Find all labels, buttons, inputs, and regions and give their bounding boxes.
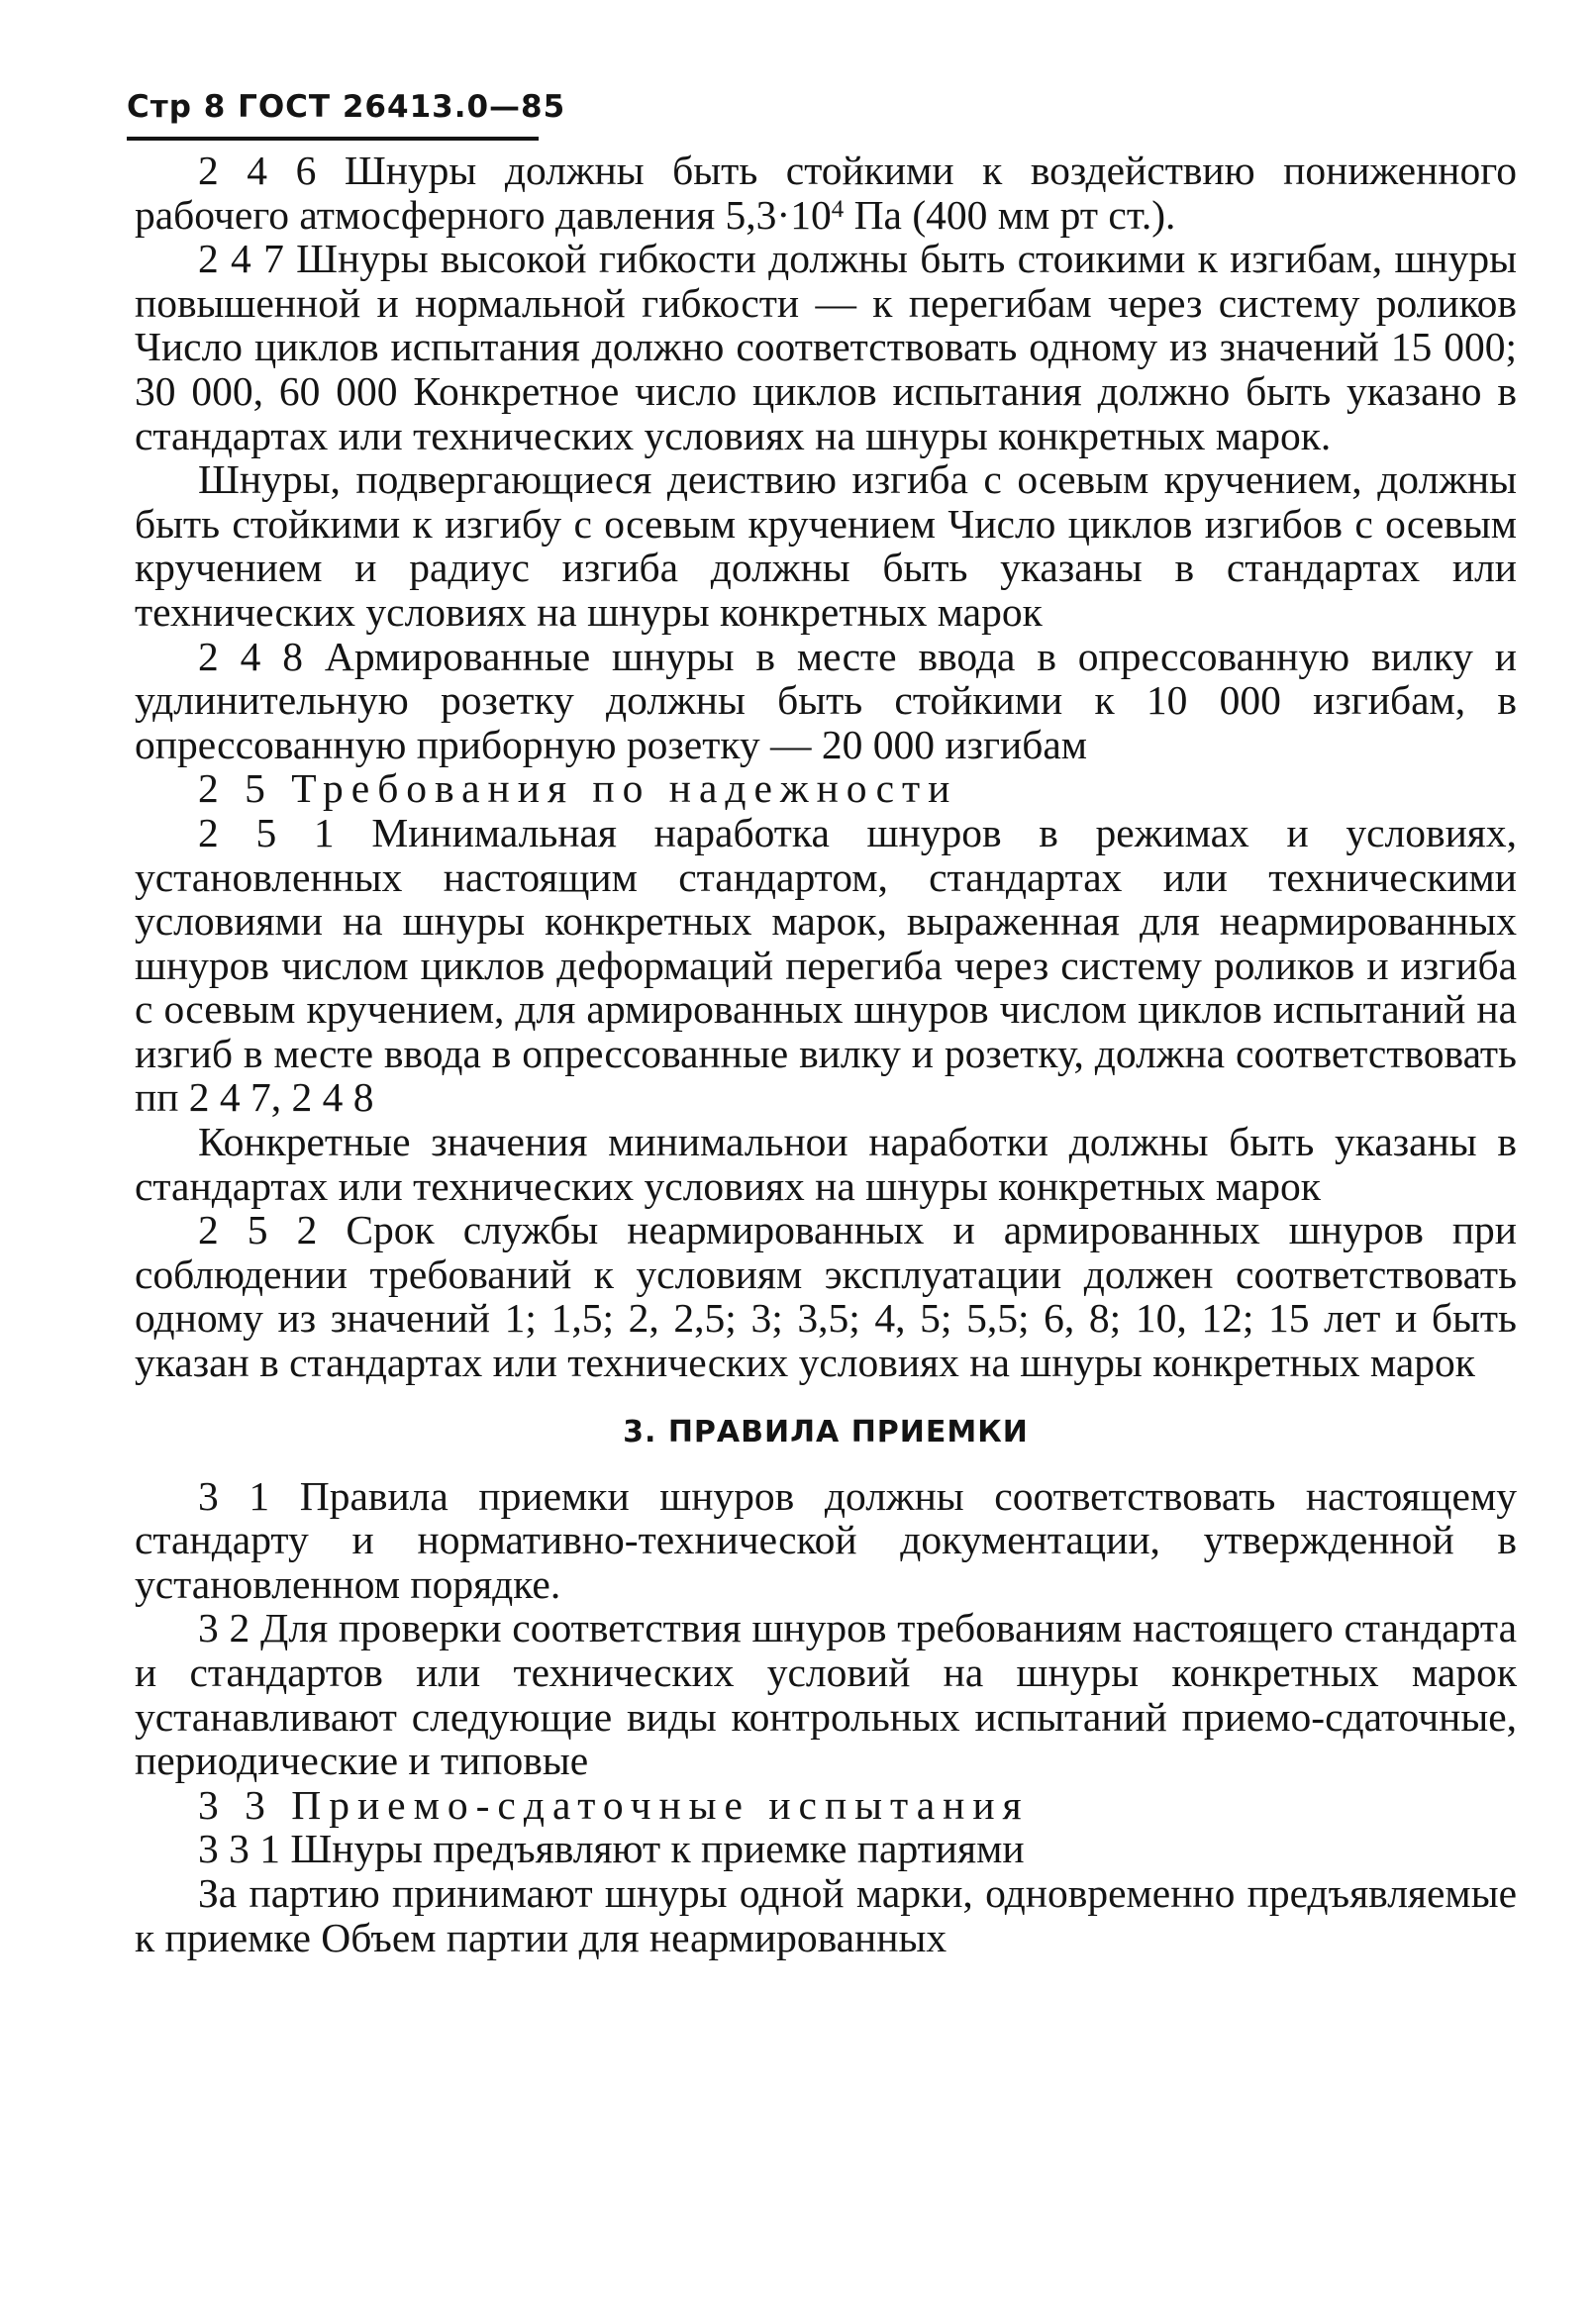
paragraph-2-4-8: 2 4 8 Армированные шнуры в месте ввода в опрессованную вилку и удлинительную розетку должны быть стойкими к 10 000 изгибам, в опрессованную приборную розетку — 20 000 изгибам xyxy=(135,633,1517,767)
paragraph-2-4-7: 2 4 7 Шнуры высокой гибкости должны быть стоикими к изгибам, шнуры повышенной и нормальной гибкости — к перегибам через систему роликов Число циклов испытания должно соответствовать одному из значений 15 000; 30 000, 60 000 Конкретное число циклов испытания должно быть указано в стандартах или технических условиях на шнуры конкретных марок. xyxy=(135,236,1517,458)
document-body xyxy=(135,149,1517,1959)
page-header: Стр 8 ГОСТ 26413.0—85 xyxy=(127,89,566,125)
paragraph-2-5-1: 2 5 1 Минимальная наработка шнуров в режимах и условиях, установленных настоящим стандартом, стандартах или техническими условиями на шнуры конкретных марок, выраженная для неармированных шнуров числом циклов деформаций перегиба через систему роликов и изгиба с осевым кручением, для армированных шнуров числом циклов испытаний на изгиб в месте ввода в опрессованные вилку и розетку, должна соответствовать пп 2 4 7, 2 4 8 xyxy=(135,809,1517,1121)
paragraph-2-5-1-continued: Конкретные значения минимальнои наработки должны быть указаны в стандартах или технических условиях на шнуры конкретных марок xyxy=(135,1119,1517,1209)
subsection-2-5-heading: 2 5 Требования по надежности xyxy=(198,765,958,812)
paragraph-3-2: 3 2 Для проверки соответствия шнуров требованиям настоящего стандарта и стандартов или технических условий на шнуры конкретных марок устанавливают следующие виды контрольных испытаний приемо-сдаточные, периодические и типовые xyxy=(135,1605,1517,1784)
paragraph-2-4-7-continued: Шнуры, подвергающиеся деиствию изгиба с осевым кручением, должны быть стойкими к изгибу с осевым кручением Число циклов изгибов с осевым кручением и радиус изгиба должны быть указаны в стандартах или технических условиях на шнуры конкретных марок xyxy=(135,456,1517,635)
paragraph-3-3-1-continued: За партию принимают шнуры одной марки, одновременно предъявляемые к приемке Объем партии для неармированных xyxy=(135,1869,1517,1960)
paragraph-2-4-6-tail: Па (400 мм рт ст.). xyxy=(844,191,1176,238)
exponent: 4 xyxy=(831,196,845,224)
paragraph-3-1: 3 1 Правила приемки шнуров должны соответствовать настоящему стандарту и нормативно-технической документации, утвержденной в установленном порядке. xyxy=(135,1472,1517,1607)
subsection-3-3-heading: 3 3 Приемо-сдаточные испытания xyxy=(198,1781,1030,1828)
paragraph-2-4-6 xyxy=(135,149,1517,237)
header-rule xyxy=(127,137,539,141)
paragraph-2-4-6-text: 2 4 6 Шнуры должны быть стойкими к воздействию пониженного рабочего атмосферного давления 5,3·10 xyxy=(135,148,1517,238)
paragraph-3-3-1: 3 3 1 Шнуры предъявляют к приемке партиями xyxy=(198,1826,1025,1872)
section-3-heading: 3. ПРАВИЛА ПРИЕМКИ xyxy=(623,1414,1029,1449)
paragraph-2-5-2: 2 5 2 Срок службы неармированных и армированных шнуров при соблюдении требований к условиям эксплуатации должен соответствовать одному из значений 1; 1,5; 2, 2,5; 3; 3,5; 4, 5; 5,5; 6, 8; 10, 12; 15 лет и быть указан в стандартах или технических условиях на шнуры конкретных марок xyxy=(135,1207,1517,1386)
